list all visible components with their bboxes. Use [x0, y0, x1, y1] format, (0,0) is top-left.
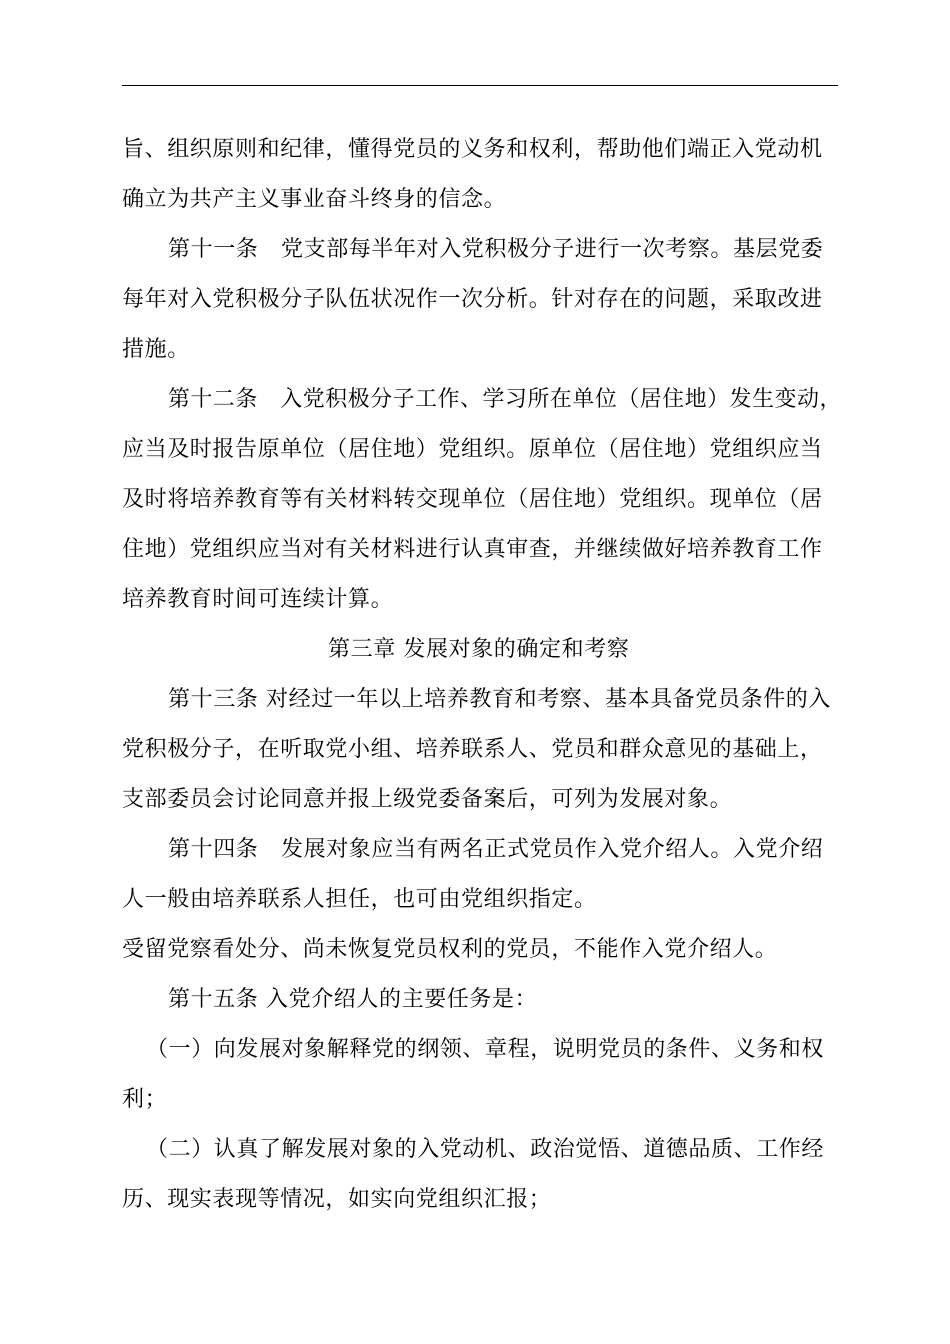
list-item-2: （二）认真了解发展对象的入党动机、政治觉悟、道德品质、工作经 — [146, 1137, 825, 1162]
paragraph-line: 培养教育时间可连续计算。 — [122, 587, 394, 612]
list-item-1: （一）向发展对象解释党的纲领、章程，说明党员的条件、义务和权 — [146, 1037, 825, 1062]
paragraph-line: 受留党察看处分、尚未恢复党员权利的党员，不能作入党介绍人。 — [122, 937, 778, 962]
article-12-line: 第十二条 入党积极分子工作、学习所在单位（居住地）发生变动， — [168, 387, 843, 412]
paragraph-line: 确立为共产主义事业奋斗终身的信念。 — [122, 187, 507, 212]
paragraph-line: 住地）党组织应当对有关材料进行认真审查，并继续做好培养教育工作 — [122, 537, 823, 562]
paragraph-line: 旨、组织原则和纪律，懂得党员的义务和权利，帮助他们端正入党动机 — [122, 137, 823, 162]
article-11-line: 第十一条 党支部每半年对入党积极分子进行一次考察。基层党委 — [168, 237, 824, 262]
paragraph-line: 人一般由培养联系人担任，也可由党组织指定。 — [122, 887, 597, 912]
chapter-heading: 第三章 发展对象的确定和考察 — [328, 637, 630, 662]
header-rule — [122, 85, 838, 86]
paragraph-line: 措施。 — [122, 337, 190, 362]
paragraph-line: 党积极分子，在听取党小组、培养联系人、党员和群众意见的基础上， — [122, 737, 823, 762]
paragraph-line: 利； — [122, 1087, 168, 1112]
paragraph-line: 历、现实表现等情况，如实向党组织汇报； — [122, 1187, 552, 1212]
paragraph-line: 应当及时报告原单位（居住地）党组织。原单位（居住地）党组织应当 — [122, 437, 823, 462]
paragraph-line: 每年对入党积极分子队伍状况作一次分析。针对存在的问题，采取改进 — [122, 287, 823, 312]
article-13-line: 第十三条 对经过一年以上培养教育和考察、基本具备党员条件的入 — [168, 687, 831, 712]
paragraph-line: 支部委员会讨论同意并报上级党委备案后，可列为发展对象。 — [122, 787, 733, 812]
paragraph-line: 及时将培养教育等有关材料转交现单位（居住地）党组织。现单位（居 — [122, 487, 823, 512]
article-14-line: 第十四条 发展对象应当有两名正式党员作入党介绍人。入党介绍 — [168, 837, 824, 862]
article-15-line: 第十五条 入党介绍人的主要任务是： — [168, 987, 538, 1012]
